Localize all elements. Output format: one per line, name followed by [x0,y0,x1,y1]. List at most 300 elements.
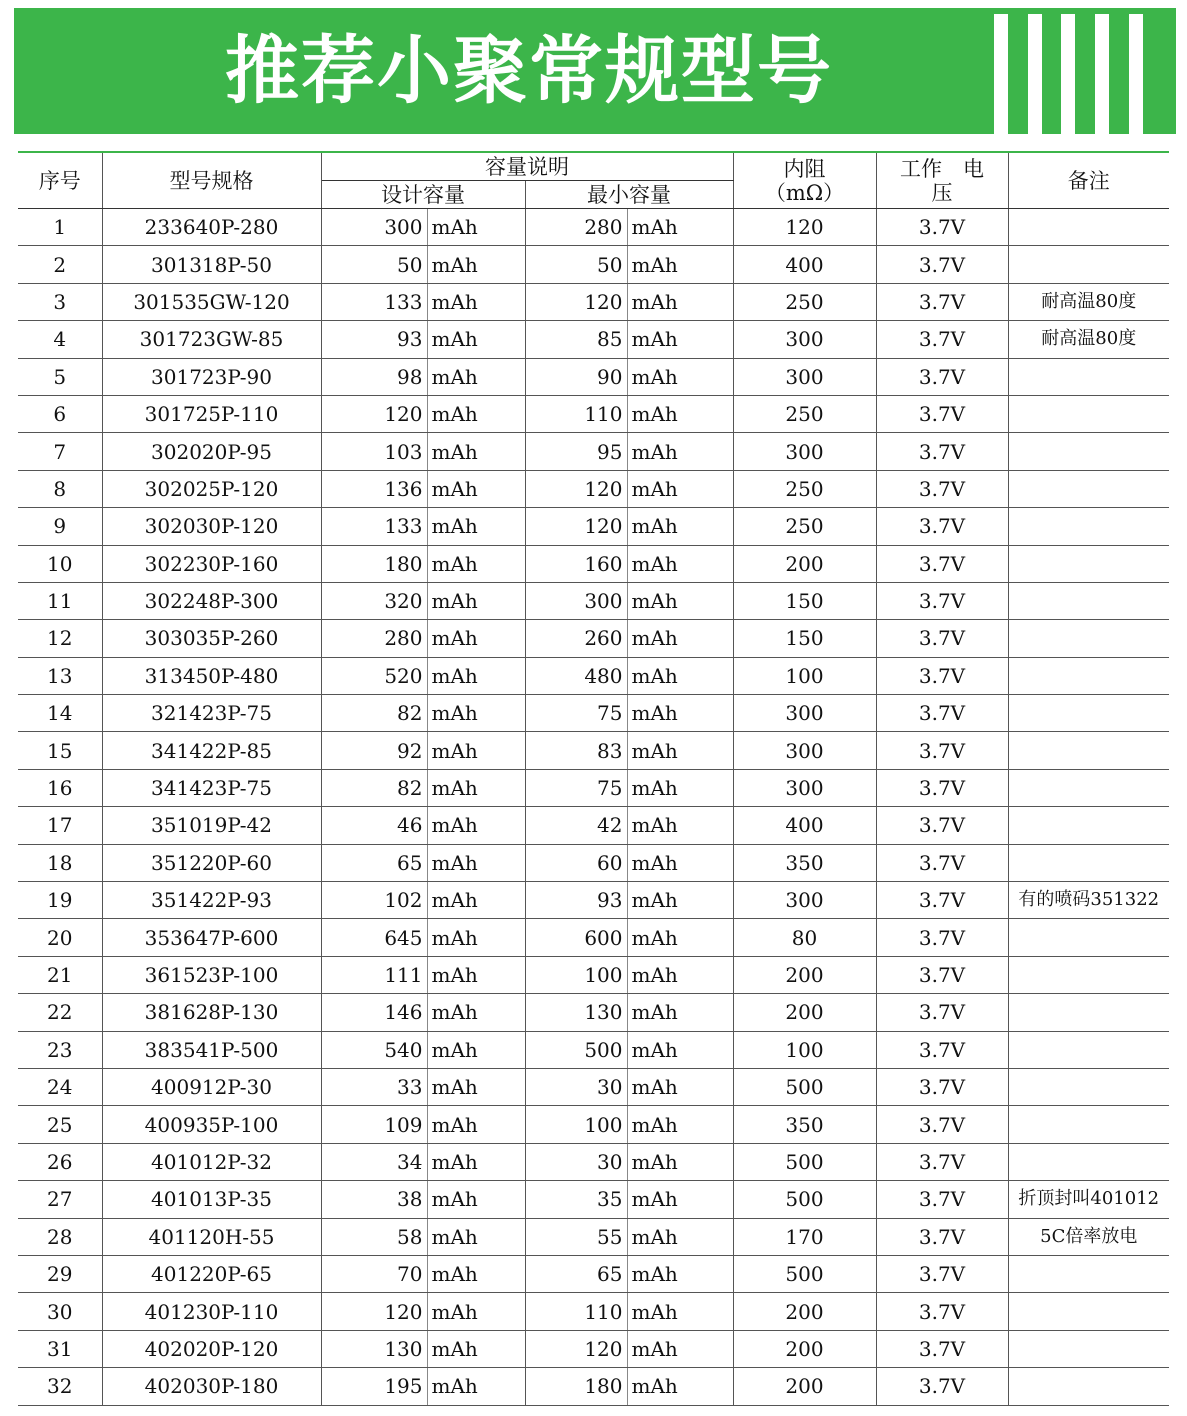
cell-seq: 27 [18,1181,102,1218]
cell-min-unit: mAh [627,695,733,732]
cell-min-unit: mAh [627,1293,733,1330]
cell-design-capacity: 111 [321,956,427,993]
cell-voltage: 3.7V [876,807,1008,844]
cell-resistance: 100 [733,657,876,694]
cell-remark: 有的喷码351322 [1008,882,1169,919]
cell-min-capacity: 280 [525,209,627,246]
cell-design-capacity: 33 [321,1068,427,1105]
cell-design-unit: mAh [427,844,525,881]
cell-voltage: 3.7V [876,956,1008,993]
cell-min-unit: mAh [627,1143,733,1180]
cell-seq: 15 [18,732,102,769]
cell-remark [1008,732,1169,769]
table-row [18,1143,1169,1180]
table-row [18,395,1169,432]
cell-design-capacity: 58 [321,1218,427,1255]
cell-model: 401012P-32 [102,1143,321,1180]
cell-model: 302025P-120 [102,470,321,507]
cell-model: 303035P-260 [102,620,321,657]
cell-model: 400912P-30 [102,1068,321,1105]
cell-model: 351019P-42 [102,807,321,844]
cell-min-capacity: 160 [525,545,627,582]
cell-min-unit: mAh [627,283,733,320]
cell-design-unit: mAh [427,321,525,358]
cell-remark [1008,844,1169,881]
cell-min-capacity: 30 [525,1068,627,1105]
cell-design-capacity: 34 [321,1143,427,1180]
table-row [18,433,1169,470]
cell-voltage: 3.7V [876,545,1008,582]
cell-model: 402020P-120 [102,1330,321,1367]
cell-min-unit: mAh [627,321,733,358]
table-row [18,470,1169,507]
cell-design-capacity: 195 [321,1368,427,1405]
cell-seq: 10 [18,545,102,582]
cell-design-unit: mAh [427,1368,525,1405]
cell-design-capacity: 136 [321,470,427,507]
banner-stripe [994,14,1008,134]
cell-resistance: 300 [733,433,876,470]
cell-model: 401220P-65 [102,1255,321,1292]
cell-min-unit: mAh [627,395,733,432]
cell-resistance: 400 [733,246,876,283]
cell-min-unit: mAh [627,919,733,956]
cell-voltage: 3.7V [876,433,1008,470]
cell-voltage: 3.7V [876,358,1008,395]
cell-min-capacity: 90 [525,358,627,395]
table-row [18,994,1169,1031]
cell-seq: 17 [18,807,102,844]
cell-model: 341422P-85 [102,732,321,769]
banner-stripe [1095,14,1109,134]
cell-min-capacity: 300 [525,582,627,619]
cell-voltage: 3.7V [876,1181,1008,1218]
cell-seq: 4 [18,321,102,358]
cell-min-unit: mAh [627,1330,733,1367]
table-row [18,844,1169,881]
cell-design-capacity: 92 [321,732,427,769]
table-row [18,882,1169,919]
cell-seq: 28 [18,1218,102,1255]
cell-resistance: 250 [733,395,876,432]
cell-resistance: 80 [733,919,876,956]
cell-resistance: 300 [733,321,876,358]
cell-resistance: 500 [733,1143,876,1180]
cell-voltage: 3.7V [876,1255,1008,1292]
cell-model: 301318P-50 [102,246,321,283]
table-row [18,582,1169,619]
cell-resistance: 200 [733,545,876,582]
cell-design-capacity: 520 [321,657,427,694]
cell-remark: 5C倍率放电 [1008,1218,1169,1255]
table-row [18,545,1169,582]
cell-design-capacity: 300 [321,209,427,246]
cell-remark [1008,246,1169,283]
cell-model: 233640P-280 [102,209,321,246]
table-row [18,1031,1169,1068]
table-row [18,321,1169,358]
cell-resistance: 300 [733,695,876,732]
header-seq: 序号 [18,152,102,209]
cell-design-unit: mAh [427,807,525,844]
cell-design-unit: mAh [427,1068,525,1105]
cell-voltage: 3.7V [876,844,1008,881]
cell-min-capacity: 85 [525,321,627,358]
cell-remark [1008,433,1169,470]
cell-voltage: 3.7V [876,882,1008,919]
cell-seq: 20 [18,919,102,956]
cell-resistance: 200 [733,994,876,1031]
cell-seq: 16 [18,769,102,806]
cell-resistance: 200 [733,1330,876,1367]
cell-resistance: 200 [733,956,876,993]
table-row [18,732,1169,769]
cell-voltage: 3.7V [876,321,1008,358]
cell-resistance: 170 [733,1218,876,1255]
cell-seq: 31 [18,1330,102,1367]
cell-resistance: 300 [733,882,876,919]
cell-design-capacity: 82 [321,695,427,732]
table-row [18,1368,1169,1405]
cell-design-capacity: 46 [321,807,427,844]
cell-min-capacity: 180 [525,1368,627,1405]
cell-voltage: 3.7V [876,1330,1008,1367]
cell-min-unit: mAh [627,994,733,1031]
cell-seq: 8 [18,470,102,507]
cell-design-unit: mAh [427,1330,525,1367]
cell-remark [1008,620,1169,657]
table-row [18,1218,1169,1255]
header-capacity-group: 容量说明 [321,152,733,181]
cell-design-unit: mAh [427,508,525,545]
header-model: 型号规格 [102,152,321,209]
cell-design-unit: mAh [427,582,525,619]
cell-design-unit: mAh [427,919,525,956]
cell-design-capacity: 120 [321,395,427,432]
cell-remark [1008,695,1169,732]
cell-voltage: 3.7V [876,1031,1008,1068]
cell-seq: 5 [18,358,102,395]
header-voltage [876,152,1008,209]
header-design-capacity: 设计容量 [321,181,525,209]
cell-min-capacity: 35 [525,1181,627,1218]
cell-resistance: 100 [733,1031,876,1068]
cell-model: 301723P-90 [102,358,321,395]
cell-min-unit: mAh [627,1106,733,1143]
cell-model: 301725P-110 [102,395,321,432]
cell-voltage: 3.7V [876,1368,1008,1405]
cell-design-unit: mAh [427,1255,525,1292]
cell-design-unit: mAh [427,470,525,507]
header-min-capacity: 最小容量 [525,181,733,209]
cell-model: 351422P-93 [102,882,321,919]
cell-min-unit: mAh [627,1368,733,1405]
cell-resistance: 200 [733,1368,876,1405]
cell-min-unit: mAh [627,956,733,993]
cell-seq: 19 [18,882,102,919]
cell-resistance: 300 [733,732,876,769]
cell-voltage: 3.7V [876,994,1008,1031]
cell-resistance: 250 [733,283,876,320]
cell-design-unit: mAh [427,358,525,395]
cell-design-capacity: 65 [321,844,427,881]
cell-design-capacity: 180 [321,545,427,582]
cell-seq: 11 [18,582,102,619]
cell-model: 302020P-95 [102,433,321,470]
cell-design-unit: mAh [427,620,525,657]
cell-remark [1008,545,1169,582]
cell-seq: 18 [18,844,102,881]
cell-design-unit: mAh [427,956,525,993]
cell-design-capacity: 50 [321,246,427,283]
cell-resistance: 500 [733,1068,876,1105]
cell-seq: 23 [18,1031,102,1068]
cell-design-unit: mAh [427,994,525,1031]
cell-resistance: 350 [733,844,876,881]
cell-resistance: 200 [733,1293,876,1330]
cell-design-unit: mAh [427,769,525,806]
table-row [18,358,1169,395]
cell-seq: 22 [18,994,102,1031]
cell-min-capacity: 100 [525,956,627,993]
cell-design-unit: mAh [427,732,525,769]
cell-voltage: 3.7V [876,283,1008,320]
cell-design-unit: mAh [427,209,525,246]
cell-model: 401013P-35 [102,1181,321,1218]
cell-remark [1008,994,1169,1031]
cell-voltage: 3.7V [876,657,1008,694]
cell-min-unit: mAh [627,508,733,545]
cell-resistance: 350 [733,1106,876,1143]
title-banner [14,8,1176,134]
cell-min-unit: mAh [627,1068,733,1105]
cell-remark: 耐高温80度 [1008,283,1169,320]
cell-voltage: 3.7V [876,1106,1008,1143]
table-row [18,769,1169,806]
cell-model: 353647P-600 [102,919,321,956]
cell-resistance: 150 [733,620,876,657]
cell-min-unit: mAh [627,545,733,582]
cell-model: 302030P-120 [102,508,321,545]
table-row [18,919,1169,956]
cell-remark [1008,1068,1169,1105]
cell-min-capacity: 55 [525,1218,627,1255]
cell-seq: 29 [18,1255,102,1292]
cell-resistance: 500 [733,1255,876,1292]
cell-min-capacity: 100 [525,1106,627,1143]
cell-model: 302248P-300 [102,582,321,619]
cell-min-capacity: 75 [525,695,627,732]
table-row [18,1068,1169,1105]
table-row [18,246,1169,283]
cell-remark [1008,657,1169,694]
cell-design-unit: mAh [427,1143,525,1180]
cell-remark [1008,1106,1169,1143]
cell-design-unit: mAh [427,433,525,470]
cell-remark [1008,956,1169,993]
table-row [18,1106,1169,1143]
cell-remark [1008,1368,1169,1405]
cell-seq: 24 [18,1068,102,1105]
cell-model: 401230P-110 [102,1293,321,1330]
cell-design-capacity: 98 [321,358,427,395]
table-row [18,209,1169,246]
cell-min-unit: mAh [627,358,733,395]
cell-design-capacity: 133 [321,508,427,545]
cell-model: 401120H-55 [102,1218,321,1255]
cell-seq: 32 [18,1368,102,1405]
cell-voltage: 3.7V [876,919,1008,956]
cell-min-unit: mAh [627,209,733,246]
cell-min-unit: mAh [627,1031,733,1068]
cell-voltage: 3.7V [876,1218,1008,1255]
header-voltage-line2: 压 [931,180,953,205]
cell-min-capacity: 130 [525,994,627,1031]
table-body [18,209,1169,1406]
cell-design-capacity: 320 [321,582,427,619]
cell-seq: 21 [18,956,102,993]
cell-seq: 14 [18,695,102,732]
cell-min-unit: mAh [627,657,733,694]
cell-model: 402030P-180 [102,1368,321,1405]
cell-remark [1008,209,1169,246]
cell-min-unit: mAh [627,470,733,507]
cell-model: 361523P-100 [102,956,321,993]
cell-remark [1008,395,1169,432]
cell-min-capacity: 120 [525,470,627,507]
banner-stripe [1129,14,1143,134]
table-row [18,1181,1169,1218]
cell-remark [1008,582,1169,619]
cell-resistance: 300 [733,358,876,395]
cell-design-capacity: 102 [321,882,427,919]
header-resistance-line1: 内阻 [783,156,826,181]
cell-model: 381628P-130 [102,994,321,1031]
cell-min-capacity: 95 [525,433,627,470]
cell-remark [1008,508,1169,545]
cell-min-capacity: 480 [525,657,627,694]
cell-voltage: 3.7V [876,1068,1008,1105]
cell-min-capacity: 30 [525,1143,627,1180]
cell-min-capacity: 120 [525,508,627,545]
cell-min-unit: mAh [627,1255,733,1292]
table-row [18,807,1169,844]
cell-voltage: 3.7V [876,470,1008,507]
cell-design-capacity: 70 [321,1255,427,1292]
header-resistance-line2: （mΩ） [764,180,845,205]
cell-min-capacity: 42 [525,807,627,844]
cell-seq: 1 [18,209,102,246]
cell-design-capacity: 109 [321,1106,427,1143]
cell-voltage: 3.7V [876,732,1008,769]
cell-model: 383541P-500 [102,1031,321,1068]
cell-min-unit: mAh [627,433,733,470]
cell-model: 400935P-100 [102,1106,321,1143]
cell-design-unit: mAh [427,246,525,283]
cell-min-capacity: 110 [525,395,627,432]
cell-remark [1008,807,1169,844]
cell-design-capacity: 146 [321,994,427,1031]
cell-min-unit: mAh [627,620,733,657]
cell-min-capacity: 500 [525,1031,627,1068]
cell-design-capacity: 38 [321,1181,427,1218]
cell-voltage: 3.7V [876,620,1008,657]
cell-design-unit: mAh [427,1293,525,1330]
cell-min-unit: mAh [627,882,733,919]
cell-min-capacity: 110 [525,1293,627,1330]
cell-voltage: 3.7V [876,1143,1008,1180]
cell-resistance: 120 [733,209,876,246]
header-resistance [733,152,876,209]
cell-design-unit: mAh [427,1218,525,1255]
cell-seq: 6 [18,395,102,432]
cell-design-unit: mAh [427,695,525,732]
cell-voltage: 3.7V [876,209,1008,246]
cell-design-unit: mAh [427,283,525,320]
cell-resistance: 150 [733,582,876,619]
header-voltage-line1: 工作 电 [900,156,984,181]
cell-model: 313450P-480 [102,657,321,694]
cell-design-unit: mAh [427,1181,525,1218]
cell-seq: 30 [18,1293,102,1330]
cell-voltage: 3.7V [876,582,1008,619]
table-row [18,695,1169,732]
cell-voltage: 3.7V [876,246,1008,283]
cell-min-unit: mAh [627,1181,733,1218]
cell-min-capacity: 260 [525,620,627,657]
cell-design-unit: mAh [427,545,525,582]
cell-design-capacity: 645 [321,919,427,956]
table-row [18,283,1169,320]
banner-stripe [1061,14,1075,134]
cell-seq: 25 [18,1106,102,1143]
cell-min-capacity: 120 [525,1330,627,1367]
cell-seq: 26 [18,1143,102,1180]
cell-resistance: 300 [733,769,876,806]
cell-remark [1008,1255,1169,1292]
cell-resistance: 250 [733,470,876,507]
banner-title: 推荐小聚常规型号 [225,28,833,114]
cell-voltage: 3.7V [876,508,1008,545]
cell-resistance: 250 [733,508,876,545]
cell-model: 302230P-160 [102,545,321,582]
cell-min-capacity: 50 [525,246,627,283]
cell-min-unit: mAh [627,807,733,844]
cell-remark: 折顶封叫401012 [1008,1181,1169,1218]
cell-min-capacity: 65 [525,1255,627,1292]
cell-seq: 3 [18,283,102,320]
table-row [18,657,1169,694]
cell-min-unit: mAh [627,844,733,881]
cell-min-unit: mAh [627,732,733,769]
cell-design-unit: mAh [427,1031,525,1068]
cell-model: 321423P-75 [102,695,321,732]
cell-voltage: 3.7V [876,395,1008,432]
cell-min-capacity: 120 [525,283,627,320]
cell-remark [1008,919,1169,956]
header-remark: 备注 [1008,152,1169,209]
cell-min-capacity: 75 [525,769,627,806]
cell-min-unit: mAh [627,246,733,283]
battery-model-table [18,151,1169,1406]
cell-seq: 7 [18,433,102,470]
cell-design-capacity: 103 [321,433,427,470]
table-row [18,1330,1169,1367]
cell-min-capacity: 83 [525,732,627,769]
cell-voltage: 3.7V [876,769,1008,806]
cell-design-unit: mAh [427,657,525,694]
table-row [18,1255,1169,1292]
